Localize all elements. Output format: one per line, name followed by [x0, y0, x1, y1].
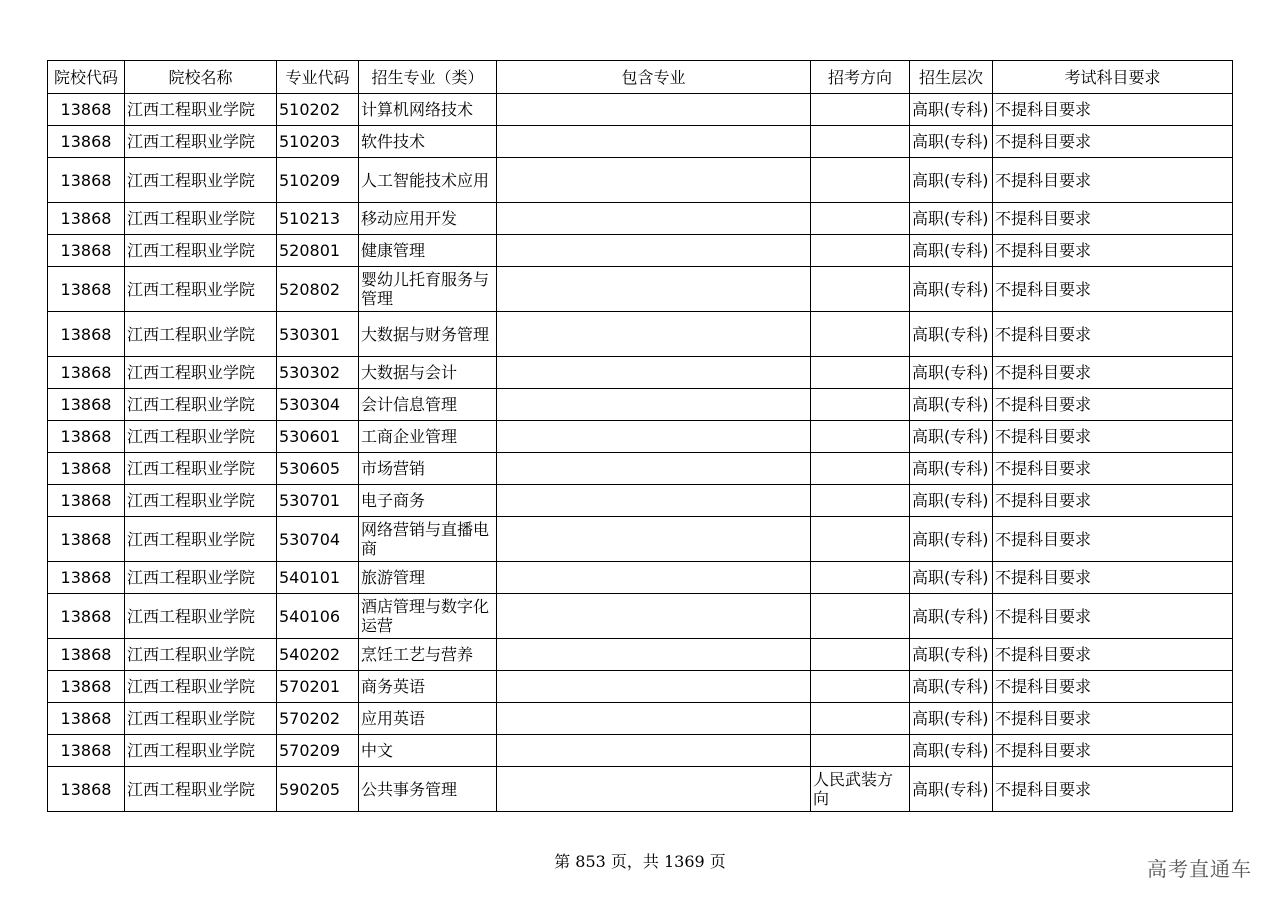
cell-code: 13868 — [48, 126, 125, 158]
cell-direction — [811, 94, 910, 126]
cell-includes — [497, 421, 811, 453]
cell-school: 江西工程职业学院 — [125, 517, 277, 562]
cell-requirement: 不提科目要求 — [993, 594, 1233, 639]
cell-code: 13868 — [48, 357, 125, 389]
table-row — [48, 703, 1233, 735]
cell-school: 江西工程职业学院 — [125, 562, 277, 594]
cell-major: 会计信息管理 — [359, 389, 497, 421]
cell-requirement: 不提科目要求 — [993, 421, 1233, 453]
cell-direction — [811, 453, 910, 485]
cell-school: 江西工程职业学院 — [125, 203, 277, 235]
cell-major: 软件技术 — [359, 126, 497, 158]
cell-school: 江西工程职业学院 — [125, 235, 277, 267]
cell-direction: 人民武装方向 — [811, 767, 910, 812]
table-row — [48, 767, 1233, 812]
table-row — [48, 517, 1233, 562]
cell-code: 13868 — [48, 517, 125, 562]
cell-direction — [811, 235, 910, 267]
table-row — [48, 158, 1233, 203]
cell-school: 江西工程职业学院 — [125, 94, 277, 126]
cell-major-code: 570201 — [277, 671, 359, 703]
cell-level: 高职(专科) — [910, 158, 993, 203]
table-row — [48, 235, 1233, 267]
cell-requirement: 不提科目要求 — [993, 158, 1233, 203]
table-row — [48, 421, 1233, 453]
cell-level: 高职(专科) — [910, 126, 993, 158]
cell-direction — [811, 267, 910, 312]
cell-school: 江西工程职业学院 — [125, 357, 277, 389]
cell-requirement: 不提科目要求 — [993, 389, 1233, 421]
cell-level: 高职(专科) — [910, 203, 993, 235]
cell-major-code: 570202 — [277, 703, 359, 735]
header-row — [48, 61, 1233, 94]
cell-requirement: 不提科目要求 — [993, 485, 1233, 517]
cell-direction — [811, 389, 910, 421]
cell-major: 大数据与会计 — [359, 357, 497, 389]
cell-school: 江西工程职业学院 — [125, 126, 277, 158]
column-header: 招生层次 — [910, 61, 993, 94]
cell-level: 高职(专科) — [910, 389, 993, 421]
table-row — [48, 485, 1233, 517]
cell-includes — [497, 312, 811, 357]
cell-direction — [811, 639, 910, 671]
cell-includes — [497, 767, 811, 812]
cell-major: 旅游管理 — [359, 562, 497, 594]
cell-school: 江西工程职业学院 — [125, 671, 277, 703]
cell-major-code: 530302 — [277, 357, 359, 389]
cell-direction — [811, 735, 910, 767]
cell-major: 烹饪工艺与营养 — [359, 639, 497, 671]
table-row — [48, 357, 1233, 389]
page-number: 第 853 页，共 1369 页 — [554, 852, 726, 871]
cell-major-code: 520801 — [277, 235, 359, 267]
cell-major: 人工智能技术应用 — [359, 158, 497, 203]
cell-school: 江西工程职业学院 — [125, 267, 277, 312]
cell-direction — [811, 158, 910, 203]
cell-requirement: 不提科目要求 — [993, 671, 1233, 703]
cell-school: 江西工程职业学院 — [125, 485, 277, 517]
cell-direction — [811, 421, 910, 453]
cell-code: 13868 — [48, 485, 125, 517]
cell-major: 酒店管理与数字化运营 — [359, 594, 497, 639]
cell-includes — [497, 453, 811, 485]
table-row — [48, 453, 1233, 485]
cell-level: 高职(专科) — [910, 767, 993, 812]
cell-major-code: 590205 — [277, 767, 359, 812]
cell-major-code: 510213 — [277, 203, 359, 235]
cell-code: 13868 — [48, 703, 125, 735]
cell-school: 江西工程职业学院 — [125, 389, 277, 421]
cell-includes — [497, 94, 811, 126]
cell-major: 市场营销 — [359, 453, 497, 485]
column-header: 招考方向 — [811, 61, 910, 94]
cell-major-code: 530304 — [277, 389, 359, 421]
cell-includes — [497, 562, 811, 594]
cell-includes — [497, 671, 811, 703]
cell-direction — [811, 126, 910, 158]
cell-major: 电子商务 — [359, 485, 497, 517]
cell-requirement: 不提科目要求 — [993, 517, 1233, 562]
cell-requirement: 不提科目要求 — [993, 94, 1233, 126]
cell-school: 江西工程职业学院 — [125, 639, 277, 671]
cell-code: 13868 — [48, 267, 125, 312]
cell-includes — [497, 639, 811, 671]
cell-includes — [497, 158, 811, 203]
cell-requirement: 不提科目要求 — [993, 703, 1233, 735]
cell-code: 13868 — [48, 735, 125, 767]
cell-requirement: 不提科目要求 — [993, 203, 1233, 235]
cell-requirement: 不提科目要求 — [993, 126, 1233, 158]
cell-code: 13868 — [48, 235, 125, 267]
table-row — [48, 203, 1233, 235]
cell-includes — [497, 203, 811, 235]
cell-direction — [811, 357, 910, 389]
cell-major: 大数据与财务管理 — [359, 312, 497, 357]
cell-level: 高职(专科) — [910, 594, 993, 639]
cell-level: 高职(专科) — [910, 312, 993, 357]
cell-code: 13868 — [48, 94, 125, 126]
cell-requirement: 不提科目要求 — [993, 639, 1233, 671]
cell-major: 健康管理 — [359, 235, 497, 267]
cell-code: 13868 — [48, 671, 125, 703]
cell-major: 应用英语 — [359, 703, 497, 735]
cell-major-code: 510202 — [277, 94, 359, 126]
column-header: 专业代码 — [277, 61, 359, 94]
column-header: 包含专业 — [497, 61, 811, 94]
cell-school: 江西工程职业学院 — [125, 453, 277, 485]
column-header: 院校代码 — [48, 61, 125, 94]
column-header: 考试科目要求 — [993, 61, 1233, 94]
cell-major-code: 530704 — [277, 517, 359, 562]
cell-major: 商务英语 — [359, 671, 497, 703]
cell-school: 江西工程职业学院 — [125, 421, 277, 453]
cell-requirement: 不提科目要求 — [993, 453, 1233, 485]
table-row — [48, 267, 1233, 312]
table-body — [48, 94, 1233, 812]
cell-major: 网络营销与直播电商 — [359, 517, 497, 562]
table-row — [48, 735, 1233, 767]
cell-major-code: 570209 — [277, 735, 359, 767]
cell-includes — [497, 594, 811, 639]
cell-code: 13868 — [48, 203, 125, 235]
cell-level: 高职(专科) — [910, 453, 993, 485]
cell-requirement: 不提科目要求 — [993, 312, 1233, 357]
cell-includes — [497, 267, 811, 312]
cell-includes — [497, 126, 811, 158]
cell-code: 13868 — [48, 389, 125, 421]
cell-major-code: 530701 — [277, 485, 359, 517]
cell-school: 江西工程职业学院 — [125, 594, 277, 639]
cell-direction — [811, 671, 910, 703]
cell-major-code: 530605 — [277, 453, 359, 485]
cell-direction — [811, 594, 910, 639]
cell-includes — [497, 517, 811, 562]
cell-includes — [497, 485, 811, 517]
cell-school: 江西工程职业学院 — [125, 735, 277, 767]
cell-direction — [811, 703, 910, 735]
cell-level: 高职(专科) — [910, 267, 993, 312]
enrollment-table — [47, 60, 1233, 812]
cell-major: 计算机网络技术 — [359, 94, 497, 126]
cell-includes — [497, 357, 811, 389]
cell-requirement: 不提科目要求 — [993, 767, 1233, 812]
cell-major-code: 540106 — [277, 594, 359, 639]
cell-level: 高职(专科) — [910, 235, 993, 267]
cell-direction — [811, 517, 910, 562]
cell-level: 高职(专科) — [910, 562, 993, 594]
cell-major-code: 540101 — [277, 562, 359, 594]
table-row — [48, 562, 1233, 594]
cell-school: 江西工程职业学院 — [125, 703, 277, 735]
cell-code: 13868 — [48, 562, 125, 594]
cell-code: 13868 — [48, 767, 125, 812]
cell-requirement: 不提科目要求 — [993, 562, 1233, 594]
table-row — [48, 126, 1233, 158]
cell-level: 高职(专科) — [910, 735, 993, 767]
cell-level: 高职(专科) — [910, 671, 993, 703]
cell-major: 工商企业管理 — [359, 421, 497, 453]
cell-level: 高职(专科) — [910, 517, 993, 562]
table-row — [48, 389, 1233, 421]
watermark: 高考直通车 — [1147, 857, 1252, 881]
cell-requirement: 不提科目要求 — [993, 357, 1233, 389]
cell-level: 高职(专科) — [910, 357, 993, 389]
cell-code: 13868 — [48, 312, 125, 357]
column-header: 院校名称 — [125, 61, 277, 94]
cell-requirement: 不提科目要求 — [993, 267, 1233, 312]
cell-level: 高职(专科) — [910, 94, 993, 126]
table-row — [48, 639, 1233, 671]
cell-major-code: 540202 — [277, 639, 359, 671]
cell-school: 江西工程职业学院 — [125, 767, 277, 812]
cell-requirement: 不提科目要求 — [993, 735, 1233, 767]
cell-major: 中文 — [359, 735, 497, 767]
cell-level: 高职(专科) — [910, 703, 993, 735]
table-row — [48, 671, 1233, 703]
cell-direction — [811, 312, 910, 357]
cell-includes — [497, 389, 811, 421]
cell-level: 高职(专科) — [910, 421, 993, 453]
cell-major: 婴幼儿托育服务与管理 — [359, 267, 497, 312]
cell-requirement: 不提科目要求 — [993, 235, 1233, 267]
cell-direction — [811, 203, 910, 235]
cell-direction — [811, 562, 910, 594]
cell-code: 13868 — [48, 453, 125, 485]
table-row — [48, 94, 1233, 126]
cell-school: 江西工程职业学院 — [125, 158, 277, 203]
cell-major-code: 510203 — [277, 126, 359, 158]
cell-level: 高职(专科) — [910, 485, 993, 517]
cell-major-code: 520802 — [277, 267, 359, 312]
cell-major-code: 510209 — [277, 158, 359, 203]
cell-level: 高职(专科) — [910, 639, 993, 671]
cell-school: 江西工程职业学院 — [125, 312, 277, 357]
cell-major-code: 530301 — [277, 312, 359, 357]
table-row — [48, 594, 1233, 639]
cell-code: 13868 — [48, 594, 125, 639]
cell-includes — [497, 735, 811, 767]
column-header: 招生专业（类） — [359, 61, 497, 94]
cell-code: 13868 — [48, 639, 125, 671]
table-row — [48, 312, 1233, 357]
cell-code: 13868 — [48, 158, 125, 203]
cell-code: 13868 — [48, 421, 125, 453]
cell-major-code: 530601 — [277, 421, 359, 453]
cell-major: 移动应用开发 — [359, 203, 497, 235]
cell-major: 公共事务管理 — [359, 767, 497, 812]
cell-includes — [497, 235, 811, 267]
cell-includes — [497, 703, 811, 735]
cell-direction — [811, 485, 910, 517]
